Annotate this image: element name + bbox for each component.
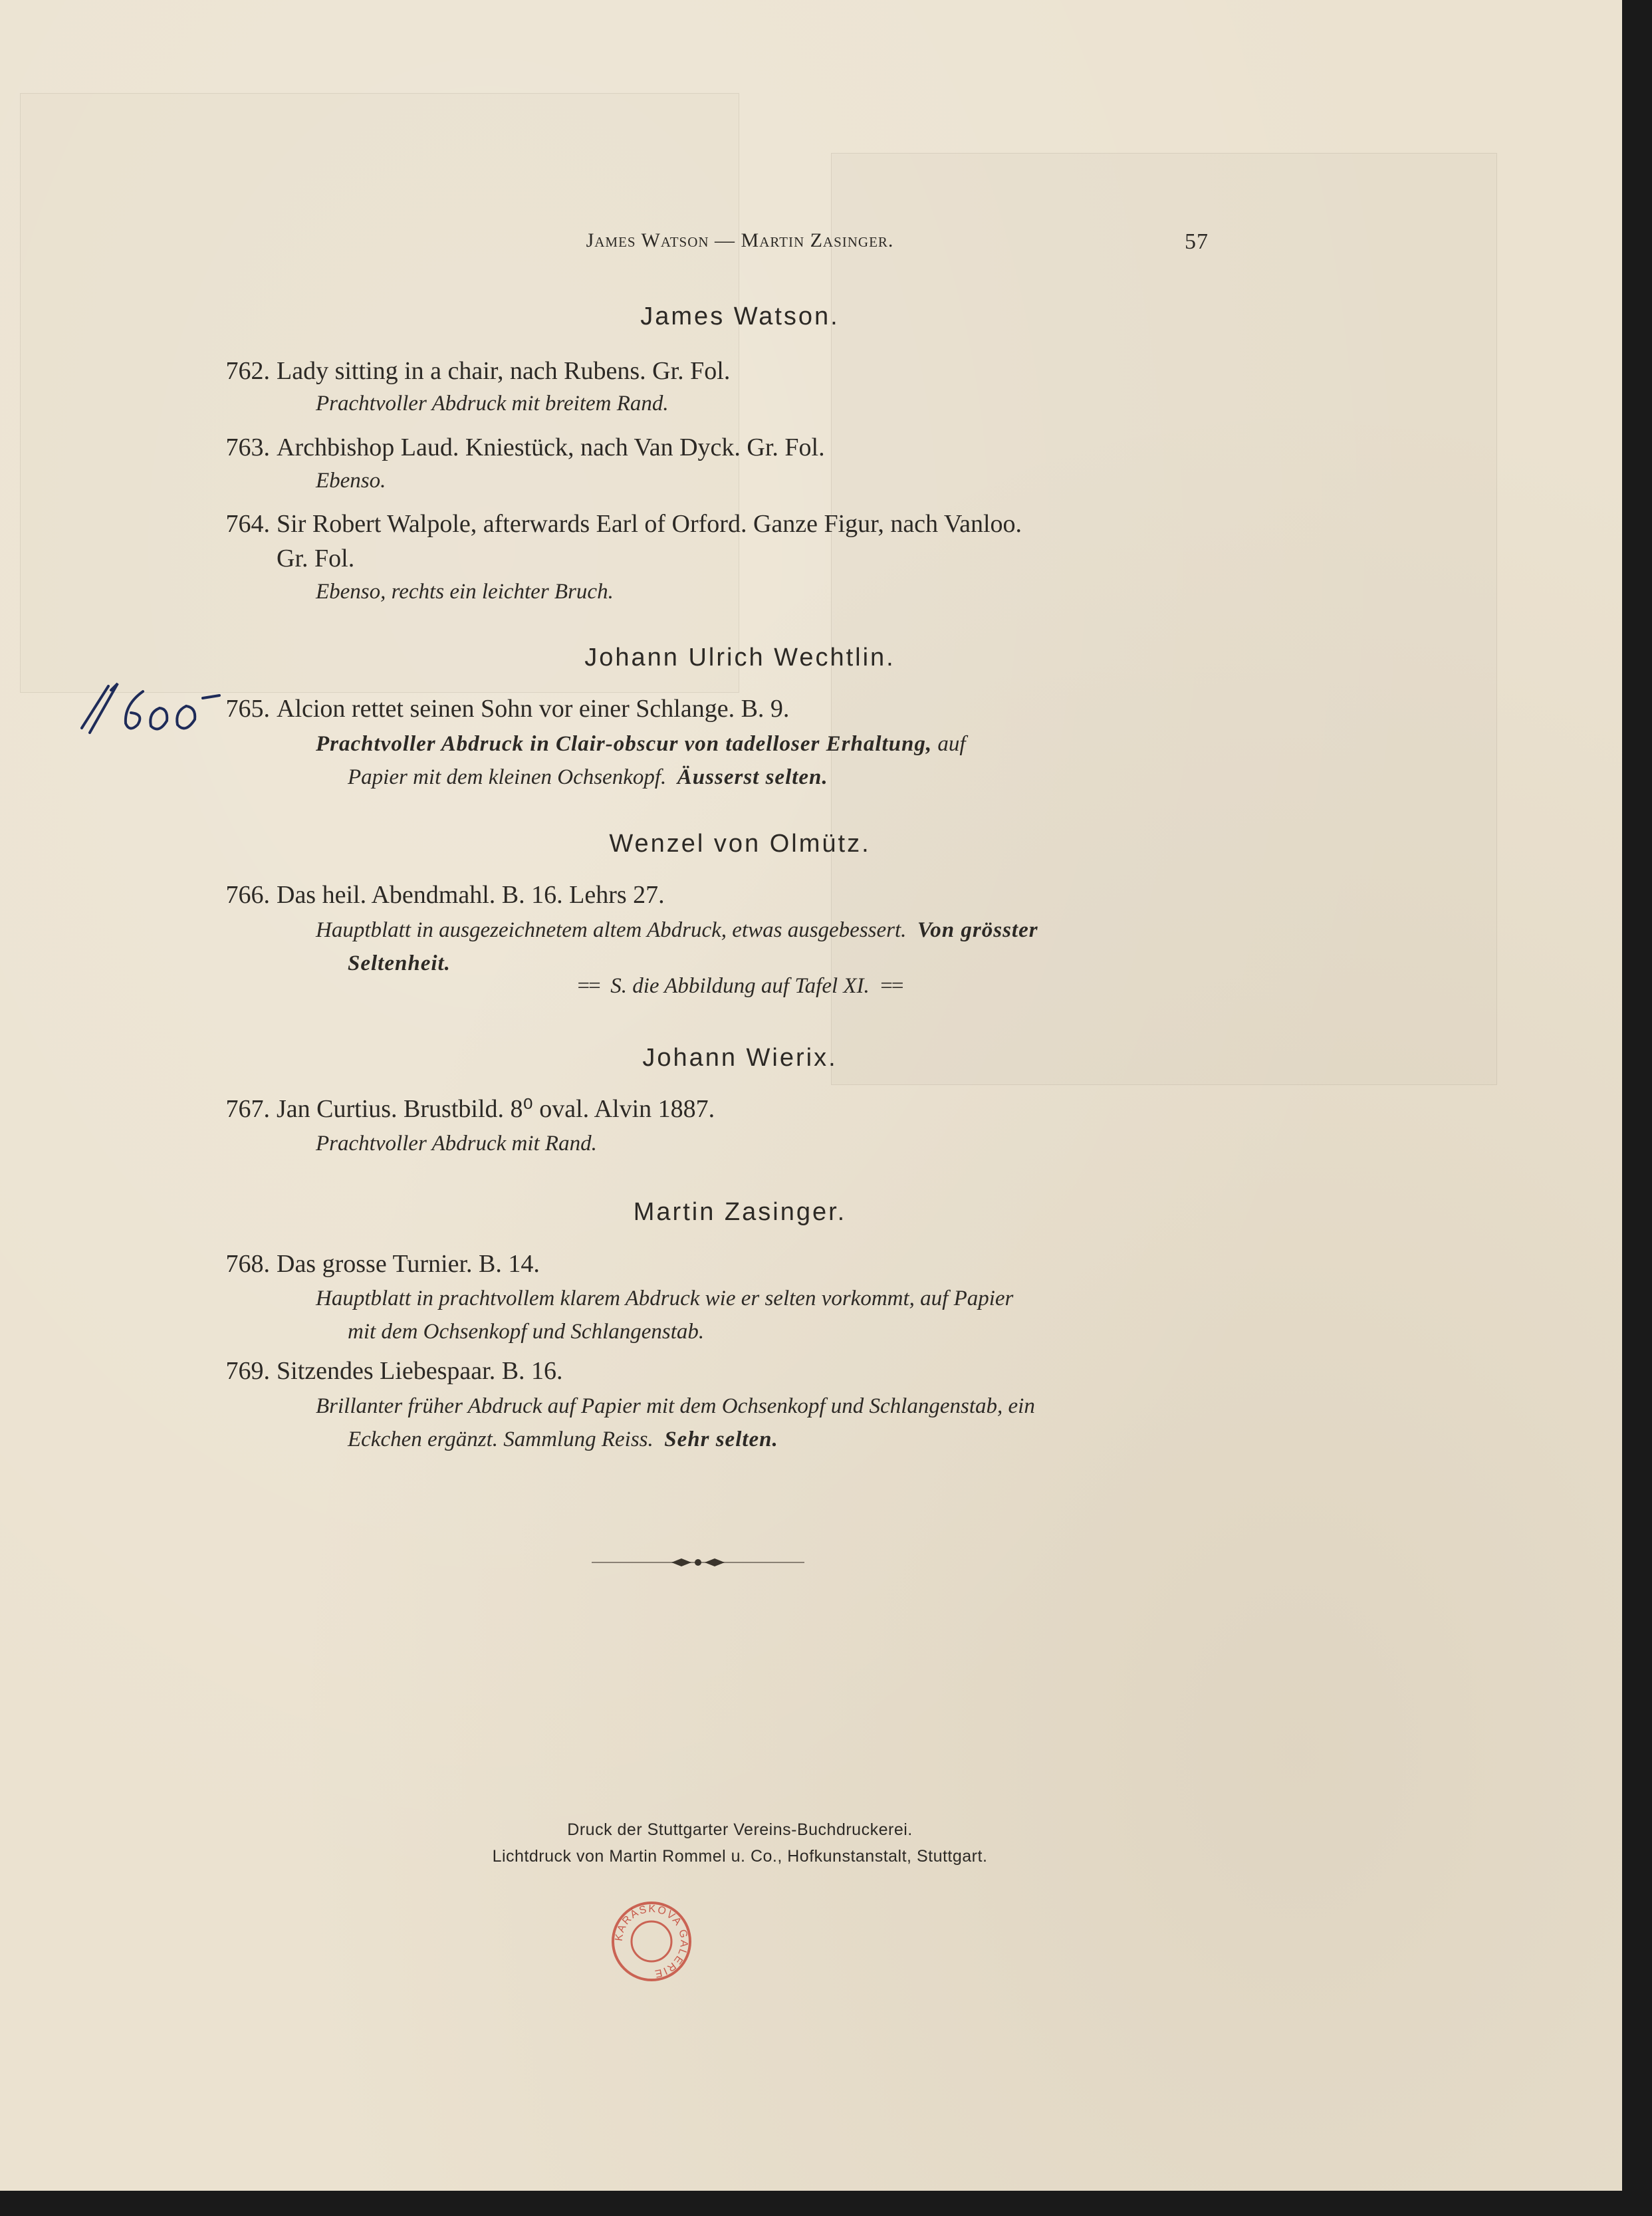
note-continued [316, 761, 1207, 794]
entry-text: Archbishop Laud. Kniestück, nach Van Dyck. Gr. Fol. [277, 433, 825, 461]
stamp-text: KARÁSKOVA GALERIE [613, 1903, 690, 1980]
entry-766-note [316, 914, 1207, 980]
note-text: Eckchen ergänzt. Sammlung Reiss. [348, 1427, 653, 1451]
note-emphasis: Sehr selten. [664, 1427, 778, 1451]
note-text: Hauptblatt in prachtvollem klarem Abdruck wie er selten vorkommt, auf Papier [316, 1287, 1014, 1310]
entry-768 [214, 1247, 1211, 1281]
entry-number: 764. [225, 510, 270, 538]
note-text: auf [932, 732, 966, 756]
entry-769 [214, 1354, 1211, 1388]
section-heading-wechtlin: Johann Ulrich Wechtlin. [584, 644, 895, 672]
section-heading-watson: James Watson. [640, 303, 840, 330]
note-emphasis: Äusserst selten. [677, 765, 828, 789]
note-emphasis: Seltenheit. [348, 951, 451, 975]
entry-767 [214, 1092, 1211, 1126]
section-heading-wierix: Johann Wierix. [642, 1044, 838, 1072]
entry-number: 766. [225, 881, 270, 909]
running-head [271, 229, 1209, 263]
ref-text: S. die Abbildung auf Tafel XI. [610, 974, 870, 998]
ref-mark-right: == [880, 974, 903, 998]
entry-number: 763. [225, 433, 270, 461]
entry-number: 767. [225, 1095, 270, 1123]
entry-number: 765. [225, 695, 270, 723]
entry-number: 769. [225, 1357, 270, 1385]
note-text: Brillanter früher Abdruck auf Papier mit dem Ochsenkopf und Schlangenstab, ein [316, 1394, 1035, 1418]
entry-number: 768. [225, 1250, 270, 1278]
entry-766 [214, 878, 1211, 912]
entry-763 [214, 430, 1211, 465]
entry-762 [214, 354, 1211, 388]
entry-text: Sitzendes Liebespaar. B. 16. [277, 1357, 563, 1385]
ref-mark-left: == [577, 974, 600, 998]
entry-768-note [316, 1282, 1207, 1348]
entry-text-continued: Gr. Fol. [277, 545, 355, 572]
imprint-line-1: Druck der Stuttgarter Vereins-Buchdruckerei. [567, 1820, 913, 1839]
collection-stamp [602, 1892, 701, 1991]
entry-763-note: Ebenso. [316, 469, 386, 493]
note-emphasis: Prachtvoller Abdruck in Clair-obscur von tadelloser Erhaltung, [316, 732, 933, 756]
entry-765-note [316, 727, 1207, 794]
note-text: Hauptblatt in ausgezeichnetem altem Abdruck, etwas ausgebessert. [316, 918, 907, 942]
imprint-line-2: Lichtdruck von Martin Rommel u. Co., Hofkunstanstalt, Stuttgart. [492, 1847, 988, 1866]
entry-764-note: Ebenso, rechts ein leichter Bruch. [316, 580, 614, 604]
note-continued: mit dem Ochsenkopf und Schlangenstab. [348, 1320, 705, 1344]
entry-764 [214, 507, 1211, 576]
entry-769-note [316, 1390, 1207, 1456]
note-emphasis: Von grösster [917, 918, 1038, 942]
section-heading-zasinger: Martin Zasinger. [633, 1198, 847, 1226]
entry-text: Alcion rettet seinen Sohn vor einer Schlange. B. 9. [277, 695, 790, 723]
entry-762-note: Prachtvoller Abdruck mit breitem Rand. [316, 392, 669, 416]
entry-text: Sir Robert Walpole, afterwards Earl of Orford. Ganze Figur, nach Vanloo. [277, 510, 1022, 538]
entry-number: 762. [225, 357, 270, 385]
entry-767-note: Prachtvoller Abdruck mit Rand. [316, 1132, 597, 1156]
entry-text: Das grosse Turnier. B. 14. [277, 1250, 540, 1278]
section-heading-olmuetz: Wenzel von Olmütz. [609, 830, 871, 858]
plate-reference [271, 974, 1209, 999]
ornament-divider [592, 1556, 804, 1569]
running-head-title: James Watson — Martin Zasinger. [586, 229, 894, 251]
entry-text: Lady sitting in a chair, nach Rubens. Gr. Fol. [277, 357, 731, 385]
note-text: Papier mit dem kleinen Ochsenkopf. [348, 765, 667, 789]
entry-text: Jan Curtius. Brustbild. 8⁰ oval. Alvin 1887. [277, 1095, 715, 1123]
entry-765 [214, 691, 1211, 726]
entry-text: Das heil. Abendmahl. B. 16. Lehrs 27. [277, 881, 665, 909]
page-number: 57 [1185, 229, 1209, 254]
handwritten-price [76, 672, 223, 745]
note-continued [316, 1423, 1207, 1456]
